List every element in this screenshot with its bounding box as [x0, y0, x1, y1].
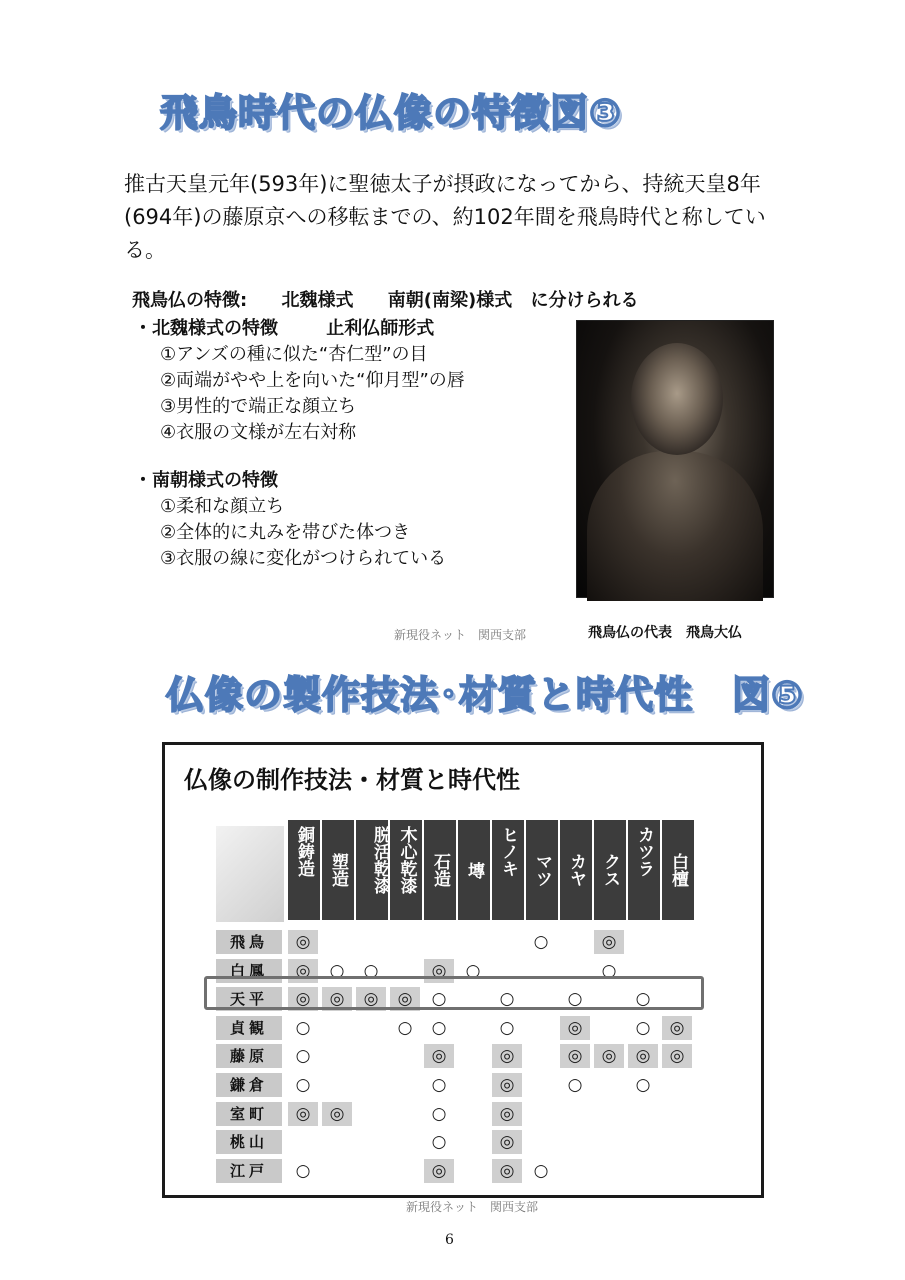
table-cell-mark: ◎: [499, 1161, 515, 1181]
heading-techniques: 仏像の製作技法･材質と時代性 図⑤: [166, 673, 805, 717]
table-cell-mark: ○: [431, 1018, 447, 1038]
table-cell-mark: ○: [533, 932, 549, 952]
table-cell-mark: ◎: [329, 1104, 345, 1124]
row-label: 江戸: [216, 1159, 282, 1183]
col-header: カヤ: [560, 820, 592, 920]
table-cell-mark: ◎: [499, 1132, 515, 1152]
table-cell-mark: ◎: [567, 1046, 583, 1066]
table-cell-mark: ◎: [295, 989, 311, 1009]
table-cell-mark: ◎: [499, 1075, 515, 1095]
table-cell-mark: ◎: [295, 1104, 311, 1124]
table-cell-mark: ○: [431, 989, 447, 1009]
table-cell-mark: ◎: [601, 1046, 617, 1066]
table-corner: [216, 826, 284, 922]
hokugi-item: ③男性的で端正な顔立ち: [160, 396, 357, 417]
hokugi-item: ④衣服の文様が左右対称: [160, 422, 357, 443]
row-label: 飛鳥: [216, 930, 282, 954]
col-header: 塼: [458, 820, 490, 920]
col-header: ヒノキ: [492, 820, 524, 920]
hokugi-item: ②両端がやや上を向いた“仰月型”の唇: [160, 370, 465, 391]
tenpyo-highlight-box: [204, 976, 704, 1010]
table-cell-mark: ◎: [329, 989, 345, 1009]
table-cell-mark: ◎: [669, 1018, 685, 1038]
table-cell-mark: ○: [329, 961, 345, 981]
page-number: 6: [445, 1232, 454, 1248]
hokugi-item: ①アンズの種に似た“杏仁型”の目: [160, 344, 428, 365]
heading-asuka-features: 飛鳥時代の仏像の特徴図③: [160, 91, 623, 135]
table-cell-mark: ◎: [363, 989, 379, 1009]
features-hokugi-label: 北魏様式: [281, 290, 354, 311]
table-cell-mark: ○: [499, 1018, 515, 1038]
table-cell-mark: ○: [567, 1075, 583, 1095]
table-cell-mark: ◎: [499, 1104, 515, 1124]
row-label: 貞観: [216, 1016, 282, 1040]
row-label: 藤原: [216, 1044, 282, 1068]
table-cell-mark: ○: [431, 1132, 447, 1152]
hokugi-style: 止利仏師形式: [326, 318, 435, 339]
table-cell-mark: ○: [431, 1075, 447, 1095]
row-label: 白鳳: [216, 959, 282, 983]
table-cell-mark: ◎: [567, 1018, 583, 1038]
table-cell-mark: ◎: [295, 961, 311, 981]
nancho-item: ③衣服の線に変化がつけられている: [160, 548, 447, 569]
table-cell-mark: ○: [601, 961, 617, 981]
features-suffix: に分けられる: [530, 290, 639, 311]
hokugi-title: ・北魏様式の特徴: [134, 318, 278, 339]
photo-statue-head: [631, 343, 723, 455]
intro-paragraph: 推古天皇元年(593年)に聖徳太子が摂政になってから、持統天皇8年(694年)の藤原京への移転までの、約102年間を飛鳥時代と称している。: [124, 172, 766, 262]
col-header: 銅鋳造: [288, 820, 320, 920]
col-header: 石造: [424, 820, 456, 920]
photo-statue-body: [587, 451, 763, 601]
table-cell-mark: ◎: [499, 1046, 515, 1066]
col-header: 白檀: [662, 820, 694, 920]
table-cell-mark: ○: [465, 961, 481, 981]
col-header: マツ: [526, 820, 558, 920]
row-label: 天平: [216, 987, 282, 1011]
table-cell-mark: ○: [567, 989, 583, 1009]
asuka-daibutsu-photo: [576, 320, 774, 598]
col-header: 脱活乾漆: [356, 820, 388, 920]
table-cell-mark: ◎: [397, 989, 413, 1009]
table-cell-mark: ○: [635, 1018, 651, 1038]
credit-note: 新現役ネット 関西支部: [394, 628, 527, 642]
table-cell-mark: ◎: [295, 932, 311, 952]
row-label: 桃山: [216, 1130, 282, 1154]
table-credit-note: 新現役ネット 関西支部: [406, 1200, 539, 1214]
features-label: 飛鳥仏の特徴:: [132, 290, 248, 311]
col-header: 木心乾漆: [390, 820, 422, 920]
table-cell-mark: ◎: [431, 961, 447, 981]
table-cell-mark: ○: [499, 989, 515, 1009]
table-cell-mark: ○: [431, 1104, 447, 1124]
table-cell-mark: ○: [363, 961, 379, 981]
table-cell-mark: ○: [295, 1018, 311, 1038]
table-cell-mark: ○: [295, 1075, 311, 1095]
table-cell-mark: ◎: [669, 1046, 685, 1066]
nancho-item: ①柔和な顔立ち: [160, 496, 285, 517]
features-nancho-label: 南朝(南梁)様式: [387, 290, 513, 311]
row-label: 室町: [216, 1102, 282, 1126]
table-cell-mark: ○: [295, 1161, 311, 1181]
table-title: 仏像の制作技法・材質と時代性: [184, 766, 520, 794]
photo-caption: 飛鳥仏の代表 飛鳥大仏: [588, 625, 742, 641]
table-cell-mark: ○: [635, 989, 651, 1009]
table-cell-mark: ◎: [431, 1046, 447, 1066]
nancho-item: ②全体的に丸みを帯びた体つき: [160, 522, 411, 543]
table-cell-mark: ○: [635, 1075, 651, 1095]
table-cell-mark: ◎: [601, 932, 617, 952]
table-cell-mark: ◎: [635, 1046, 651, 1066]
nancho-heading: ・南朝様式の特徴: [134, 470, 278, 491]
col-header: カツラ: [628, 820, 660, 920]
table-cell-mark: ○: [295, 1046, 311, 1066]
row-label: 鎌倉: [216, 1073, 282, 1097]
table-cell-mark: ○: [397, 1018, 413, 1038]
hokugi-heading: [134, 314, 434, 340]
table-cell-mark: ◎: [431, 1161, 447, 1181]
col-header: 塑造: [322, 820, 354, 920]
col-header: クス: [594, 820, 626, 920]
table-cell-mark: ○: [533, 1161, 549, 1181]
features-heading: [132, 286, 667, 312]
